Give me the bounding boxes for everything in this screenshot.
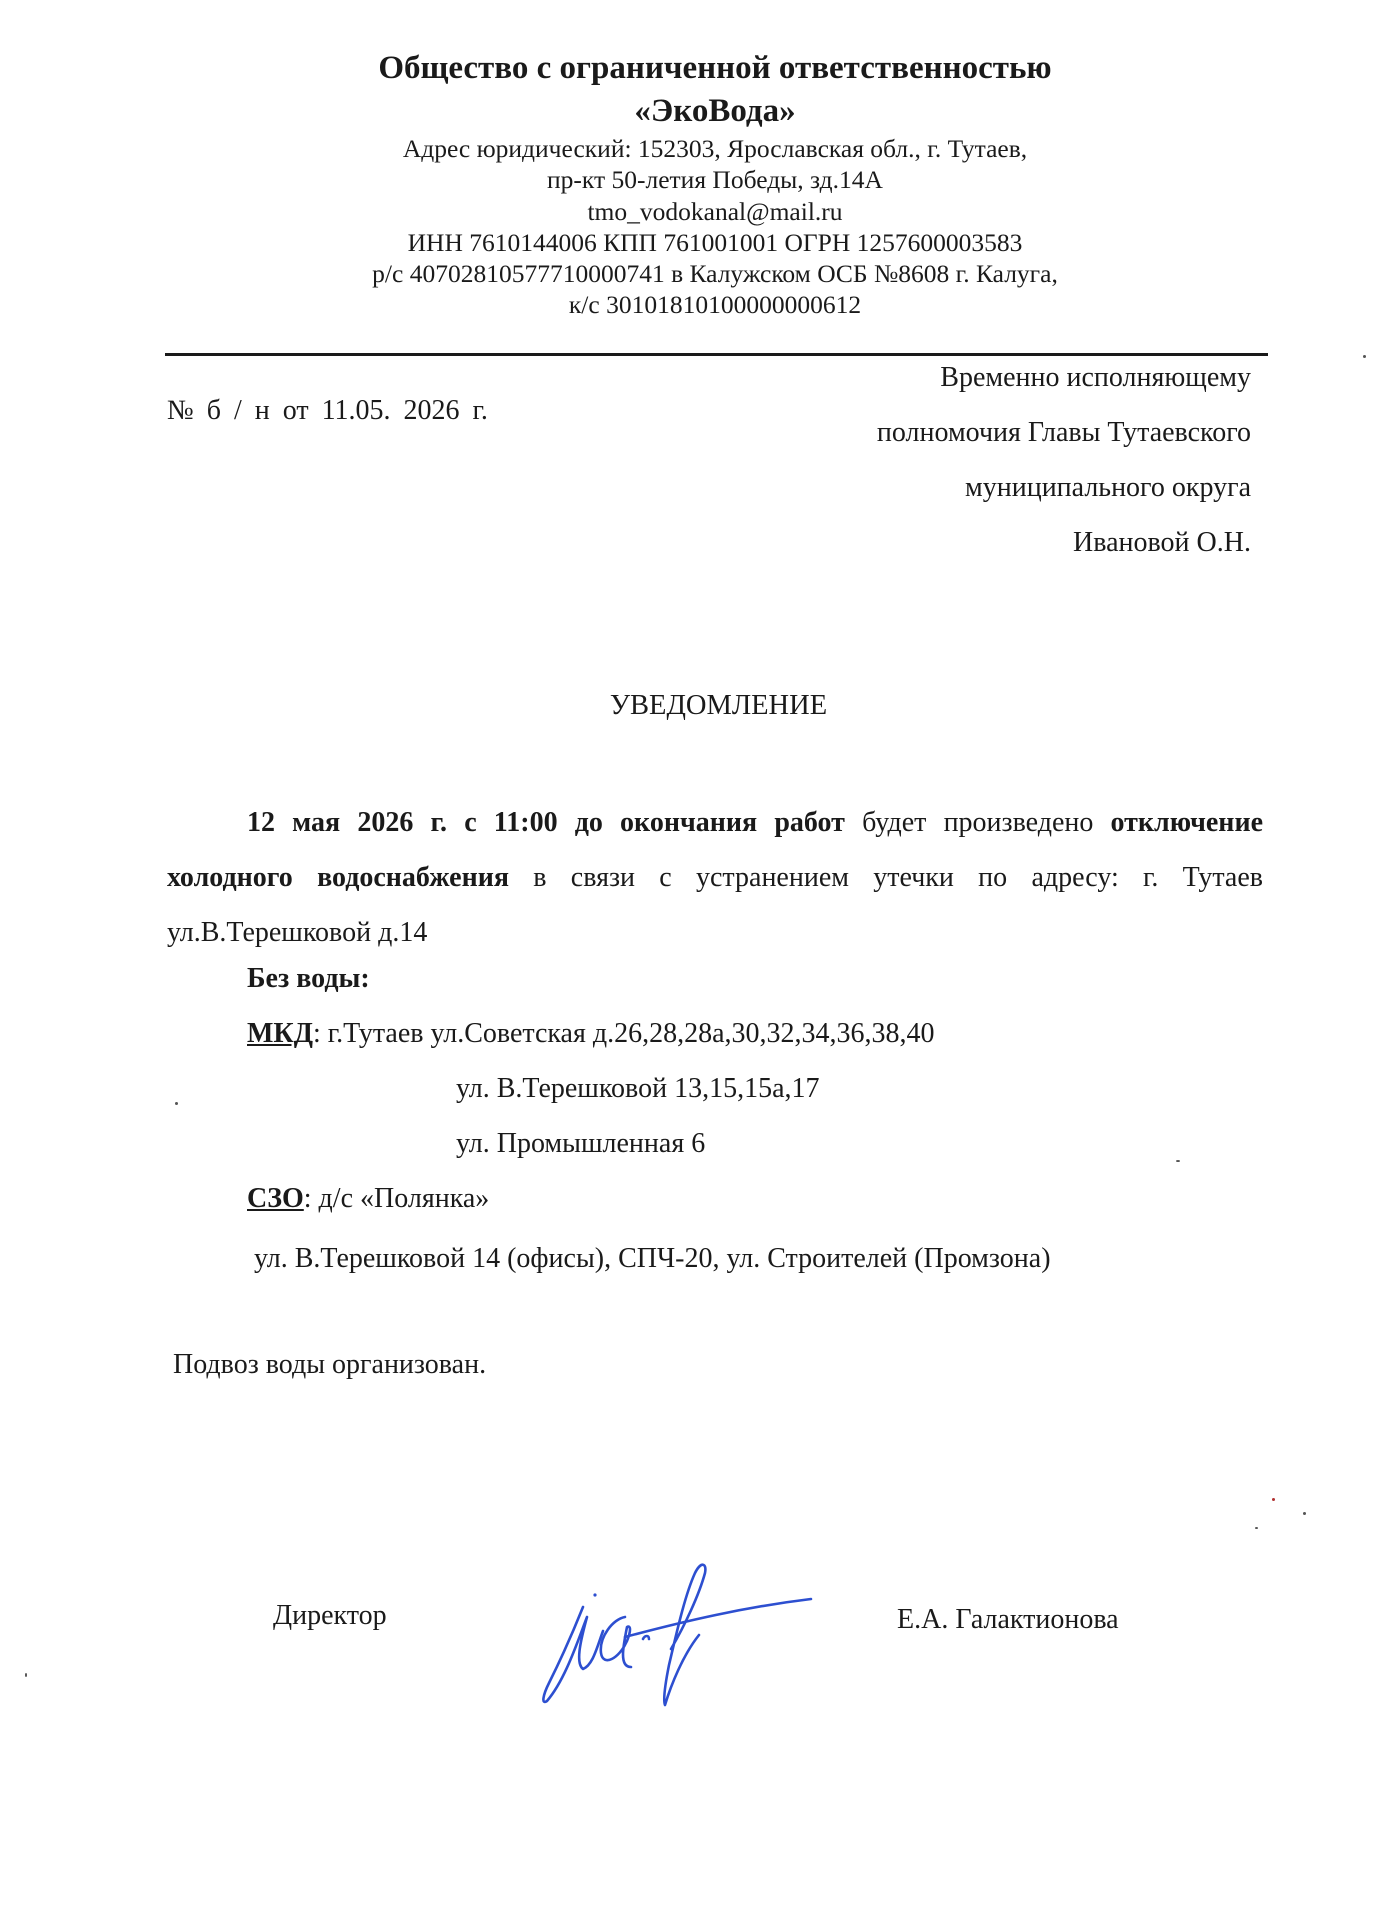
szo-line1 <box>247 1183 489 1215</box>
document-title: УВЕДОМЛЕНИЕ <box>609 690 828 721</box>
no-water-heading: Без воды: <box>247 963 370 994</box>
szo-line2: ул. В.Терешковой 14 (офисы), СПЧ-20, ул. Строителей (Промзона) <box>254 1243 1051 1274</box>
szo-kindergarten: : д/с «Полянка» <box>303 1183 490 1214</box>
szo-label: СЗО <box>247 1183 304 1214</box>
corr-account: к/с 30101810100000000612 <box>568 290 862 319</box>
notice-text2: в связи с устранением утечки по адресу: г. Тутаев ул.В.Терешковой д.14 <box>167 862 1263 948</box>
org-name-line1: Общество с ограниченной ответственностью <box>378 50 1052 86</box>
mkd-addresses: : г.Тутаев ул.Советская д.26,28,28а,30,32,34,36,38,40 <box>313 1018 935 1049</box>
notice-paragraph <box>167 795 1263 960</box>
notice-text1: будет произведено <box>844 807 1111 838</box>
mkd-line1 <box>247 1018 935 1050</box>
legal-address-line1: Адрес юридический: 152303, Ярославская обл., г. Тутаев, <box>402 134 1028 163</box>
header-divider <box>165 353 1268 356</box>
org-ids: ИНН 7610144006 КПП 761001001 ОГРН 1257600003583 <box>407 228 1023 257</box>
scan-speck <box>175 1102 178 1105</box>
notice-action: отключение холодного водоснабжения <box>167 807 1263 893</box>
scan-speck <box>1303 1512 1306 1515</box>
scan-speck <box>25 1673 27 1677</box>
addressee-line1: Временно исполняющему <box>940 362 1251 393</box>
scan-speck <box>1272 1498 1275 1501</box>
water-delivery-note: Подвоз воды организован. <box>173 1349 487 1380</box>
scan-speck <box>1255 1527 1258 1529</box>
scan-speck <box>1363 355 1366 358</box>
legal-address-line2: пр-кт 50-летия Победы, зд.14А <box>547 165 883 194</box>
mkd-line3: ул. Промышленная 6 <box>456 1128 706 1159</box>
signatory-position: Директор <box>273 1600 387 1631</box>
mkd-line2: ул. В.Терешковой 13,15,15а,17 <box>456 1073 820 1104</box>
org-name-line2: «ЭкоВода» <box>634 93 796 129</box>
org-email: tmo_vodokanal@mail.ru <box>587 197 843 226</box>
addressee-line4: Ивановой О.Н. <box>1073 527 1251 558</box>
notice-date: 12 мая 2026 г. с 11:00 до окончания работ <box>247 807 845 838</box>
signatory-name: Е.А. Галактионова <box>897 1604 1119 1635</box>
addressee-line3: муниципального округа <box>965 472 1251 503</box>
bank-account: р/с 40702810577710000741 в Калужском ОСБ №8608 г. Калуга, <box>372 259 1058 288</box>
scan-speck <box>1176 1160 1180 1162</box>
registration-number: № б / н от 11.05. 2026 г. <box>167 395 488 426</box>
handwritten-signature <box>535 1555 820 1720</box>
mkd-label: МКД <box>247 1018 313 1049</box>
addressee-line2: полномочия Главы Тутаевского <box>876 417 1251 448</box>
